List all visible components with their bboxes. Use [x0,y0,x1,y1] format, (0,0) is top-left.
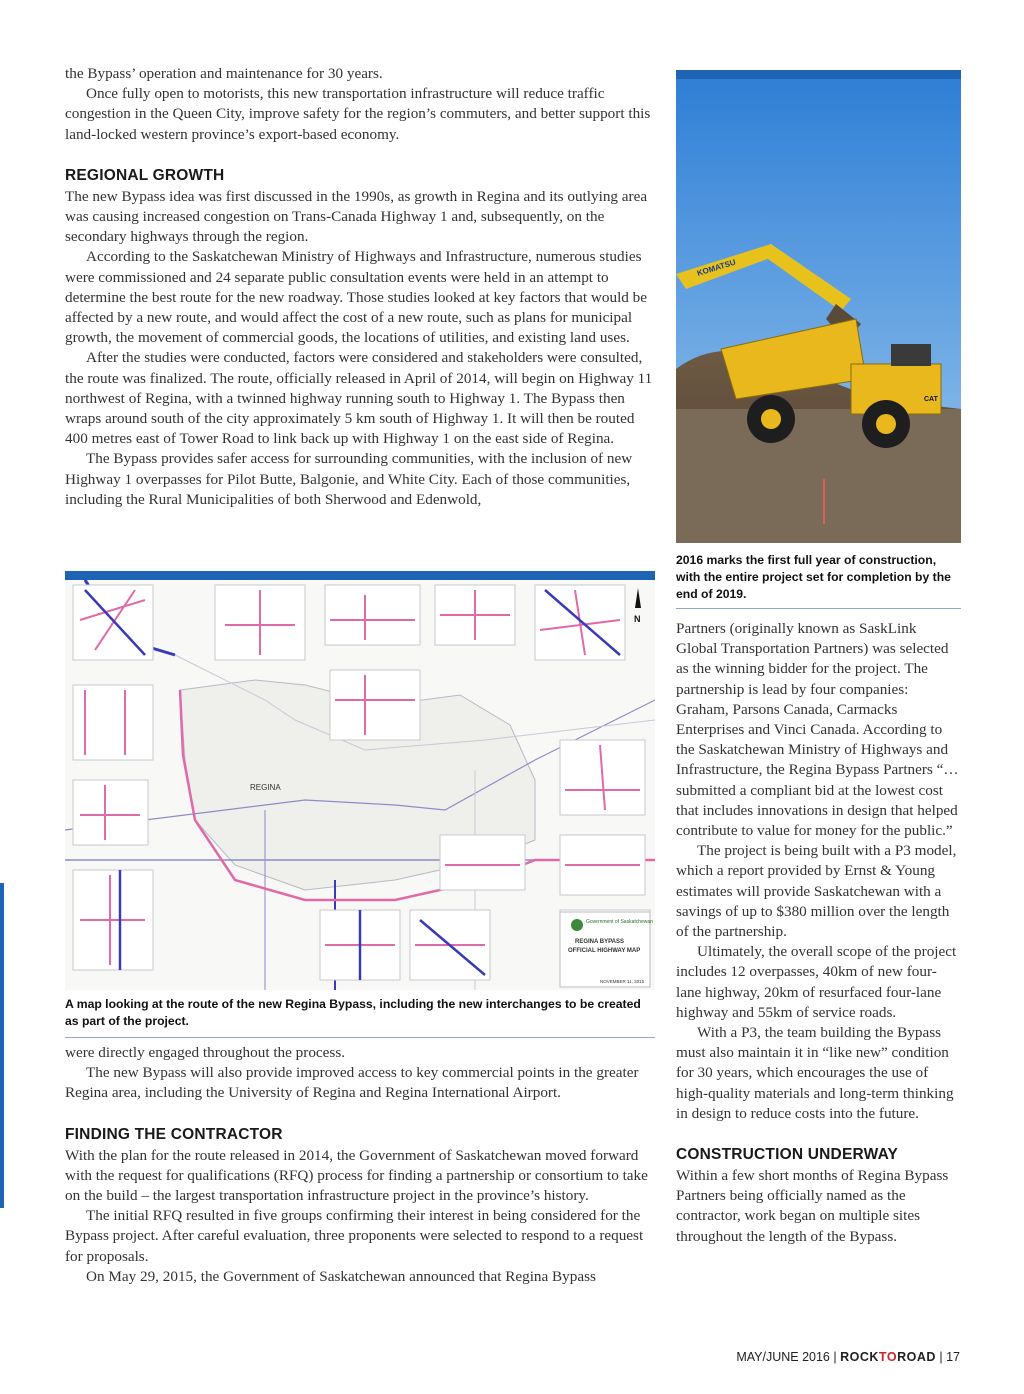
paragraph: After the studies were conducted, factors were considered and stakeholders were consulted, the route was finalized. The route, officially released in April of 2014, will begin on Highway 11 northwest of Regina, with a twinned highway running south to Highway 1. The Bypass then wraps around south of the city approximately 5 km south of Highway 1. It will then be routed 400 metres east of Tower Road to link back up with Highway 1 on the east side of Regina. [65,349,653,448]
photo-caption-rule [676,608,961,609]
footer-separator: | [833,1350,837,1364]
paragraph: Within a few short months of Regina Bypass Partners being officially named as the contractor, work began on multiple sites throughout the length of the Bypass. [676,1167,949,1245]
paragraph: The project is being built with a P3 model, which a report provided by Ernst & Young estimates will provide Saskatchewan with a savings of up to $380 million over the length of the partnership. [676,842,957,941]
legend-title-2: OFFICIAL HIGHWAY MAP [568,948,641,954]
excavator-brand-label: KOMATSU [695,257,737,278]
north-arrow-icon [635,588,641,608]
paragraph: The Bypass provides safer access for surrounding communities, with the inclusion of new Highway 1 overpasses for Pilot Butte, Balgonie, and White City. Each of those communities, including the Rural Municipalities of both Sherwood and Edenwold, [65,450,633,508]
paragraph: With a P3, the team building the Bypass must also maintain it in “like new” condition for 30 years, which encourages the use of high-quality materials and long-term thinking in design to reduce costs into the future. [676,1024,954,1122]
map-city-label: REGINA [250,783,281,792]
paragraph: The new Bypass idea was first discussed in the 1990s, as growth in Regina and its outlying area was causing increased congestion on Trans-Canada Highway 1 and, subsequently, on the secondary highways through the region. [65,187,648,246]
paragraph: The initial RFQ resulted in five groups confirming their interest in being considered for the Bypass project. After careful evaluation, three proponents were selected to respond to a request for proposals. [65,1207,644,1265]
map-north-label: N [634,614,641,624]
paragraph: were directly engaged throughout the process. [65,1044,346,1061]
section-heading-regional-growth: REGIONAL GROWTH [65,166,225,184]
regina-bypass-map [65,580,655,990]
paragraph: Ultimately, the overall scope of the project includes 12 overpasses, 40km of new four-lane highway, 20km of resurfaced four-lane highway and 55km of service roads. [676,943,957,1021]
paragraph: On May 29, 2015, the Government of Saskatchewan announced that Regina Bypass [86,1267,596,1285]
truck-brand-label: CAT [924,396,938,403]
saskatchewan-logo-icon [571,919,583,931]
page-edge-accent [0,883,4,1208]
photo-top-bar [676,70,961,79]
map-caption-rule [65,1037,655,1038]
map-caption: A map looking at the route of the new Regina Bypass, including the new interchanges to be created as part of the project. [65,997,641,1028]
right-column [676,619,961,1247]
legend-government: Government of Saskatchewan [586,919,653,925]
legend-title-1: REGINA BYPASS [575,939,625,945]
left-column-top [65,64,655,510]
legend-date: NOVEMBER 11, 2015 [600,979,645,984]
logo-to: TO [878,1350,898,1364]
left-column-bottom [65,1043,655,1287]
paragraph: Once fully open to motorists, this new transportation infrastructure will reduce traffic congestion in the Queen City, improve safety for the region’s commuters, and better support this land-locked western province’s export-based economy. [65,85,651,143]
page-number: 17 [946,1350,960,1364]
paragraph: With the plan for the route released in 2014, the Government of Saskatchewan moved forward with the request for qualifications (RFQ) process for finding a partnership or consortium to take on the build – the largest transportation infrastructure project in the province’s history. [65,1146,648,1205]
paragraph: The new Bypass will also provide improved access to key commercial points in the greater Regina area, including the University of Regina and Regina International Airport. [65,1064,639,1102]
paragraph: the Bypass’ operation and maintenance for 30 years. [65,65,383,82]
map-graphic [65,580,655,990]
page-footer [736,1350,960,1364]
magazine-logo [840,1350,936,1364]
paragraph: According to the Saskatchewan Ministry of Highways and Infrastructure, numerous studies were commissioned and 24 separate public consultation events were held in an attempt to determine the best route for the new roadway. Those studies looked at key factors that would be affected by a new route, and would affect the cost of a new route, such as plans for municipal growth, the movement of commercial goods, the locations of utilities, and existing land uses. [65,248,648,347]
section-heading-finding-contractor: FINDING THE CONTRACTOR [65,1125,283,1143]
logo-rock: ROCK [840,1350,879,1364]
construction-photo-graphic [676,79,961,543]
paragraph: Partners (originally known as SaskLink Global Transportation Partners) was selected as the winning bidder for the project. The partnership is lead by four companies: Graham, Parsons Canada, Carmacks Enterprises and Vinci Canada. According to the Saskatchewan Ministry of Highways and Infrastructure, the Regina Bypass Partners “… submitted a compliant bid at the lowest cost that includes innovations in design that helped contribute to value for money for the public.” [676,620,959,840]
issue-date: MAY/JUNE 2016 [736,1350,830,1364]
construction-photo [676,79,961,543]
map-top-bar [65,571,655,580]
logo-road: ROAD [897,1350,936,1364]
footer-separator: | [939,1350,943,1364]
photo-caption: 2016 marks the first full year of construction, with the entire project set for completion by the end of 2019. [676,553,951,601]
section-heading-construction-underway: CONSTRUCTION UNDERWAY [676,1146,899,1164]
